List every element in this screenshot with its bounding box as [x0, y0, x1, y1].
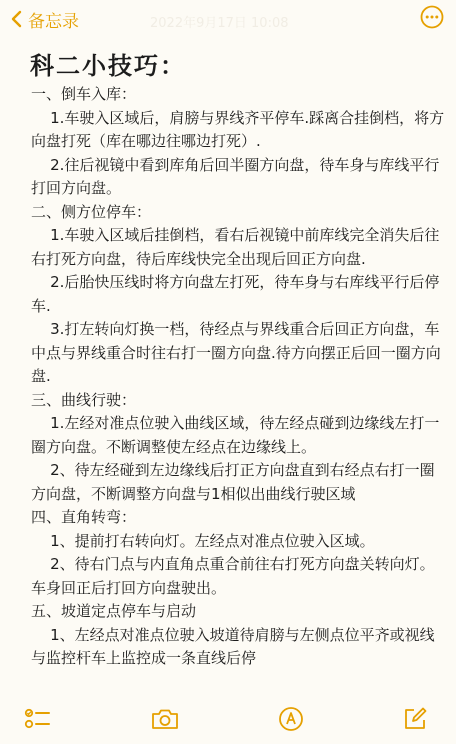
compose-icon[interactable] — [402, 706, 428, 732]
note-paragraph: 1.左经对准点位驶入曲线区域，待左经点碰到边缘线左打一圈方向盘。不断调整使左经点在边缘线上。 — [31, 414, 440, 456]
note-date: 2022年9月17日 10:08 — [150, 16, 289, 31]
back-button[interactable] — [10, 7, 79, 32]
navigation-bar — [0, 0, 456, 38]
note-paragraph: 1.车驶入区域后，肩膀与界线齐平停车.踩离合挂倒档，将方向盘打死（库在哪边往哪边打死）. — [31, 108, 445, 150]
note-paragraph: 1、左经点对准点位驶入坡道待肩膀与左侧点位平齐或视线与监控杆车上监控成一条直线后停 — [31, 625, 435, 667]
note-paragraph: 三、曲线行驶： — [31, 390, 137, 409]
note-paragraph: 3.打左转向灯换一档，待经点与界线重合后回正方向盘，车中点与界线重合时往右打一圈方向盘.待方向摆正后回一圈方向盘. — [31, 320, 441, 385]
note-paragraph: 1.车驶入区域后挂倒档，看右后视镜中前库线完全消失后往右打死方向盘，待后库线快完全出现后回正方向盘. — [31, 226, 440, 268]
bottom-toolbar — [0, 694, 456, 744]
note-title: 科二小技巧： — [30, 52, 186, 80]
camera-icon[interactable] — [150, 707, 180, 731]
checklist-icon[interactable] — [24, 707, 52, 731]
note-paragraph: 2、待左经碰到左边缘线后打正方向盘直到右经点右打一圈方向盘，不断调整方向盘与1相似出曲线行驶区域 — [31, 461, 435, 503]
note-paragraph: 五、坡道定点停车与启动 — [31, 602, 197, 620]
chevron-left-icon — [10, 10, 24, 28]
note-paragraph: 四、直角转弯： — [31, 508, 137, 526]
note-paragraph: 1、提前打右转向灯。左经点对准点位驶入区域。 — [31, 531, 375, 550]
note-paragraph: 2.往后视镜中看到库角后回半圈方向盘，待车身与库线平行打回方向盘。 — [31, 155, 440, 197]
note-paragraph: 2.后胎快压线时将方向盘左打死，待车身与右库线平行后停车. — [31, 273, 440, 315]
note-paragraph: 一、倒车入库： — [31, 85, 137, 103]
ellipsis-circle-icon[interactable] — [420, 5, 444, 33]
back-label: 备忘录 — [28, 11, 79, 32]
markup-pen-icon[interactable] — [278, 706, 304, 732]
note-paragraph: 二、侧方位停车： — [31, 202, 152, 221]
note-body[interactable] — [0, 40, 456, 700]
note-paragraph: 2、待右门点与内直角点重合前往右打死方向盘关转向灯。车身回正后打回方向盘驶出。 — [31, 555, 435, 597]
